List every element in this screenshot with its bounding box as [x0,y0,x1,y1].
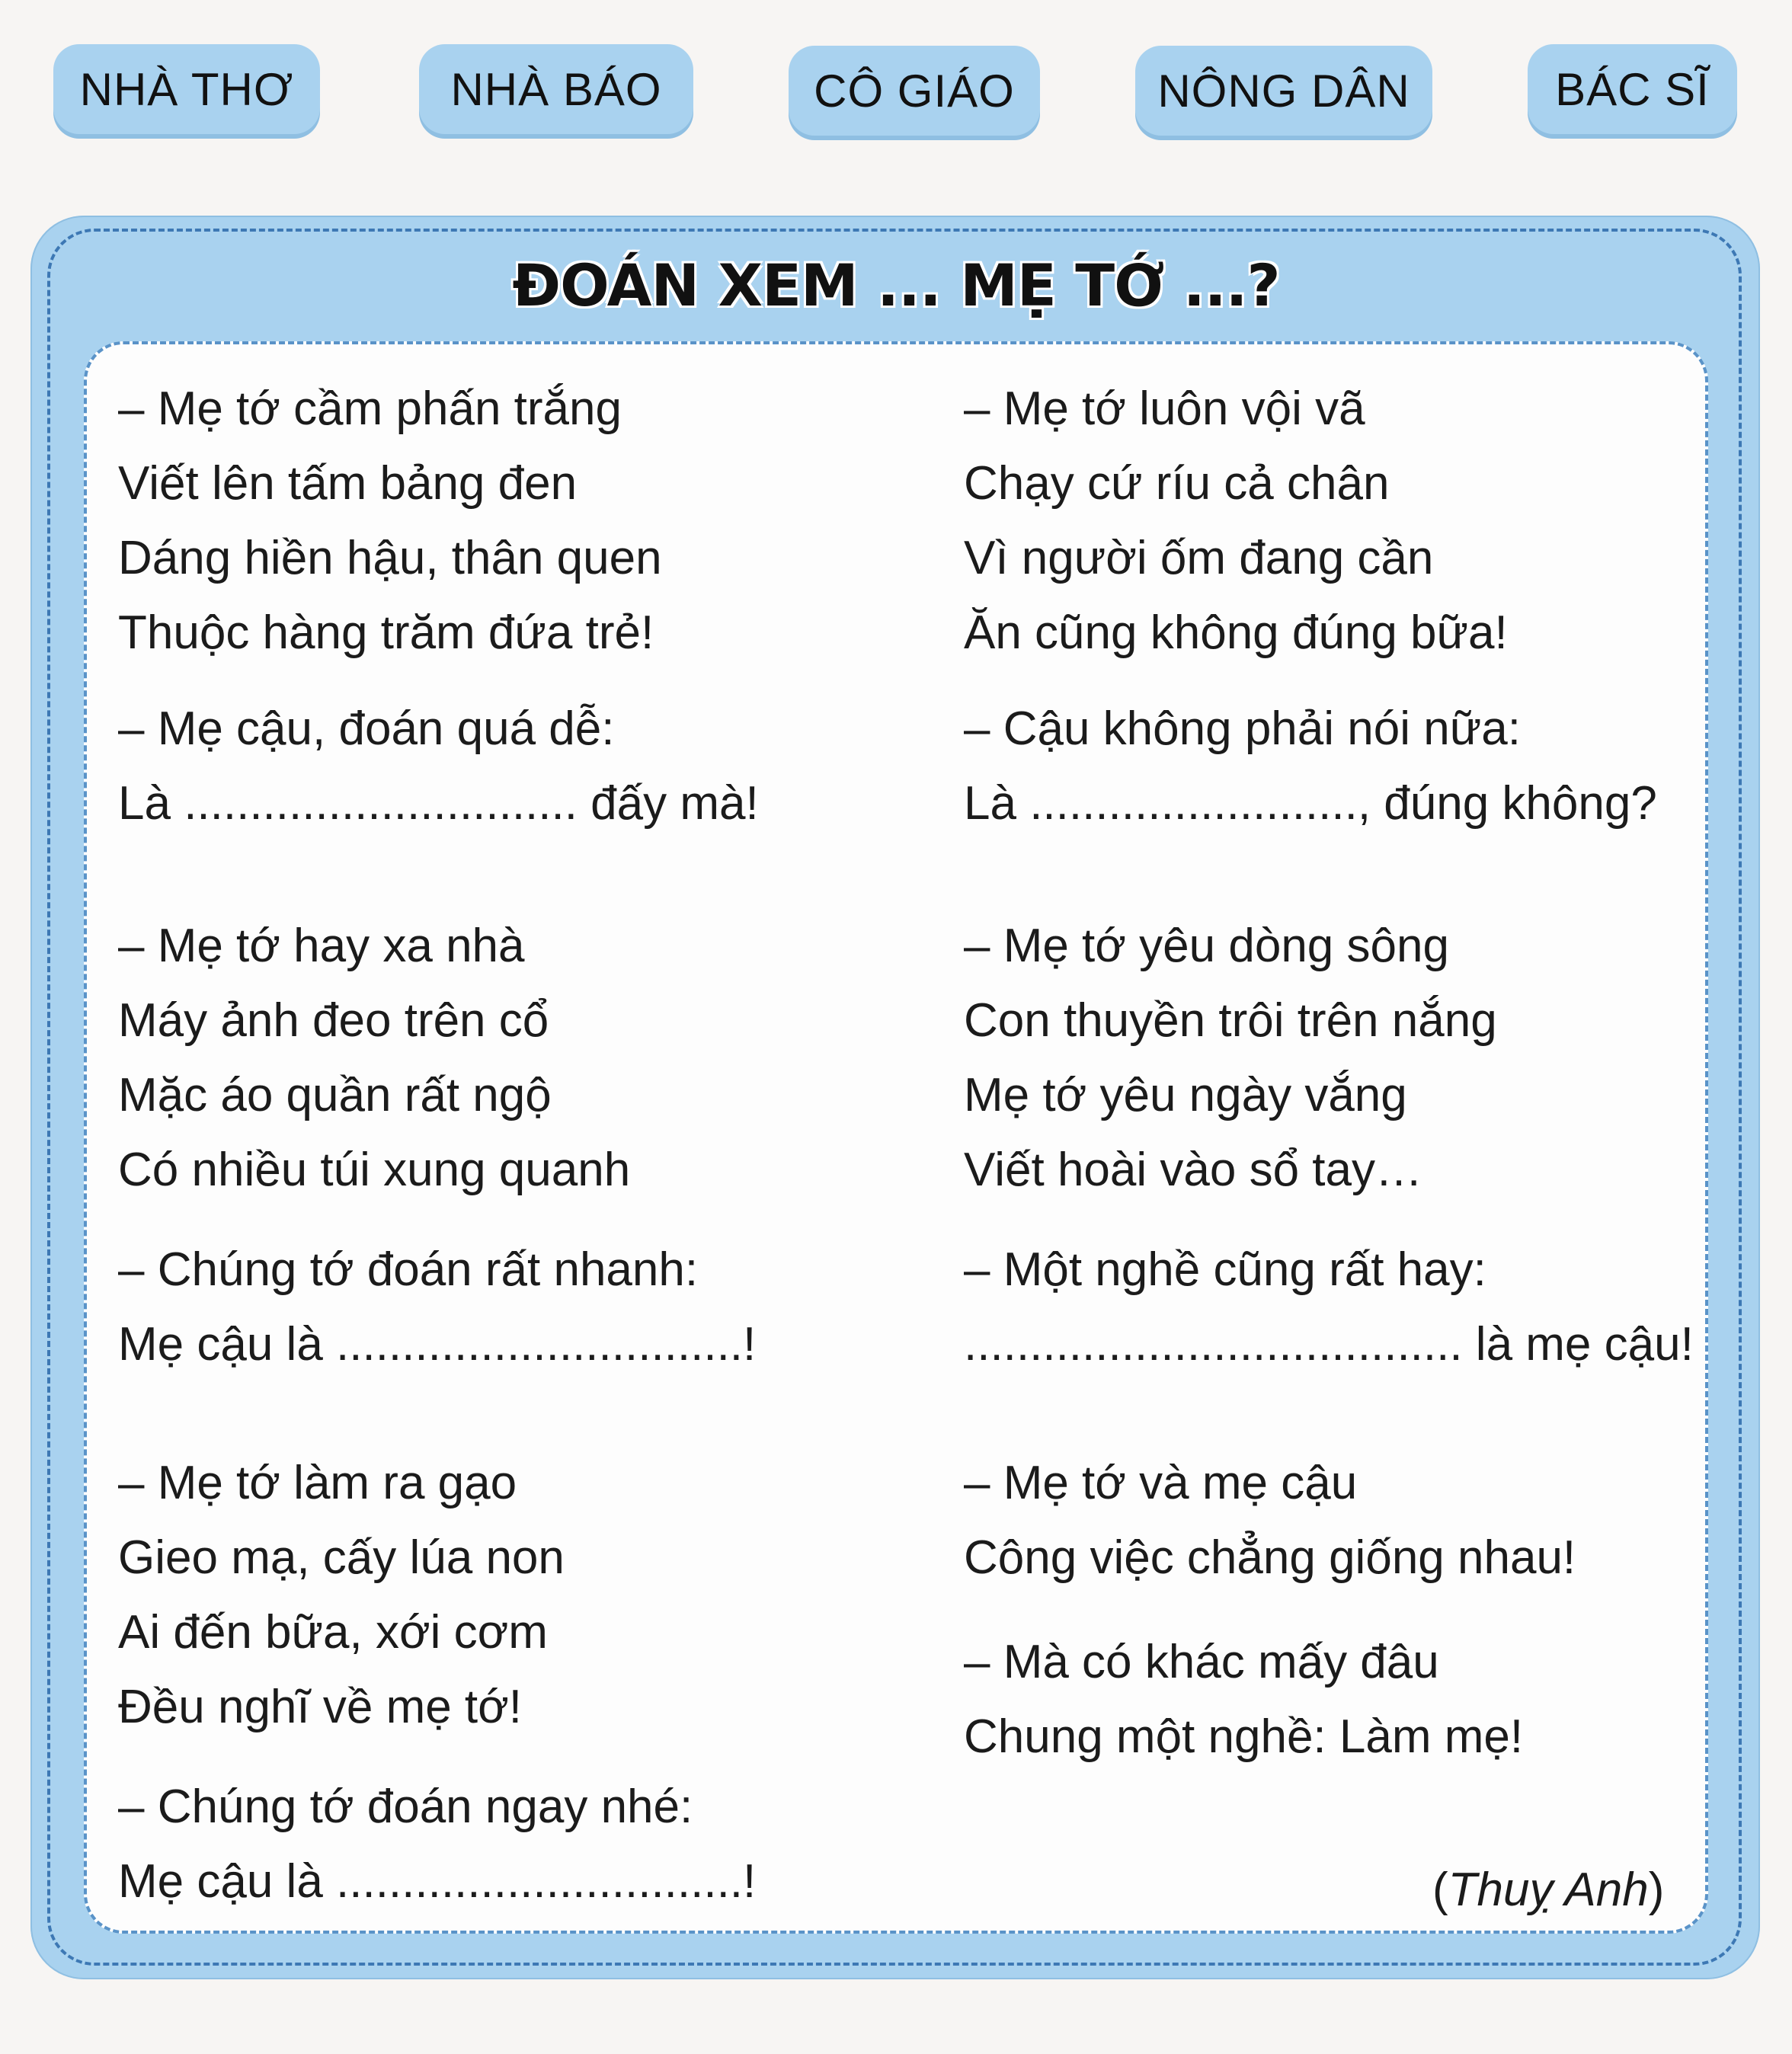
stanza-right-1 [964,372,1688,692]
answer-line-blank[interactable]: Mẹ cậu là ...............................! [118,1318,757,1371]
author-credit [1432,1863,1664,1917]
word-tag-co-giao[interactable]: CÔ GIÁO [789,46,1040,136]
poem-line: Mẹ tớ yêu ngày vắng [964,1069,1407,1121]
poem-line: – Mẹ tớ hay xa nhà [118,920,525,972]
poem-line: – Mẹ tớ luôn vội vã [964,382,1365,435]
poem-line: Chạy cứ ríu cả chân [964,457,1390,510]
word-tag-nong-dan[interactable]: NÔNG DÂN [1135,46,1432,136]
word-tag-nha-tho[interactable]: NHÀ THƠ [53,44,320,134]
stanza-left-4 [118,1233,880,1446]
poem-line: – Cậu không phải nói nữa: [964,702,1521,755]
poem-line: Đều nghĩ về mẹ tớ! [118,1681,523,1733]
poem-line: Chung một nghề: Làm mẹ! [964,1710,1524,1763]
poem-left-column [118,372,880,1919]
stanza-right-5 [964,1446,1688,1625]
poem-line: – Mẹ tớ cầm phấn trắng [118,382,622,435]
word-tag-nha-bao[interactable]: NHÀ BÁO [419,44,693,134]
poem-line: Có nhiều túi xung quanh [118,1144,631,1196]
poem-line: Gieo mạ, cấy lúa non [118,1531,565,1584]
poem-line: Thuộc hàng trăm đứa trẻ! [118,606,654,659]
poem-line: – Mà có khác mấy đâu [964,1636,1439,1688]
poem-line: – Một nghề cũng rất hay: [964,1243,1486,1296]
stanza-right-2 [964,692,1688,909]
stanza-left-3 [118,909,880,1233]
poem-line: Dáng hiền hậu, thân quen [118,532,662,584]
stanza-right-6 [964,1625,1688,1774]
poem-line: – Mẹ cậu, đoán quá dễ: [118,702,615,755]
answer-line-blank[interactable]: Là .............................. đấy mà! [118,777,759,830]
poem-line: Ăn cũng không đúng bữa! [964,606,1508,659]
stanza-right-3 [964,909,1688,1233]
poem-line: Máy ảnh đeo trên cổ [118,994,549,1047]
poem-right-column [964,372,1694,1774]
poem-line: – Chúng tớ đoán ngay nhé: [118,1780,693,1833]
poem-line: – Mẹ tớ làm ra gạo [118,1457,517,1509]
answer-line-blank[interactable]: Mẹ cậu là ...............................! [118,1855,757,1908]
poem-line: – Mẹ tớ yêu dòng sông [964,920,1449,972]
poem-line: – Chúng tớ đoán rất nhanh: [118,1243,699,1296]
stanza-left-5 [118,1446,880,1770]
answer-line-blank[interactable]: Là ........................., đúng không? [964,777,1657,830]
poem-title: ĐOÁN XEM ... MẸ TỚ ...? [512,251,1280,319]
stanza-left-2 [118,692,880,909]
poem-line: Con thuyền trôi trên nắng [964,994,1497,1047]
answer-line-blank[interactable]: ...................................... là mẹ cậu! [964,1318,1694,1371]
poem-line: Mặc áo quần rất ngộ [118,1069,552,1121]
poem-line: Vì người ốm đang cần [964,532,1434,584]
author-paren-close: ) [1648,1864,1665,1916]
word-tag-bac-si[interactable]: BÁC SĨ [1528,44,1737,134]
author-name: Thuỵ Anh [1448,1864,1649,1916]
poem-line: Viết lên tấm bảng đen [118,457,578,510]
poem-line: – Mẹ tớ và mẹ cậu [964,1457,1358,1509]
stanza-left-1 [118,372,880,692]
author-paren-open: ( [1432,1864,1448,1916]
poem-line: Công việc chẳng giống nhau! [964,1531,1576,1584]
stanza-left-6 [118,1770,880,1919]
poem-line: Viết hoài vào sổ tay… [964,1144,1422,1196]
poem-line: Ai đến bữa, xới cơm [118,1606,548,1659]
stanza-right-4 [964,1233,1694,1446]
